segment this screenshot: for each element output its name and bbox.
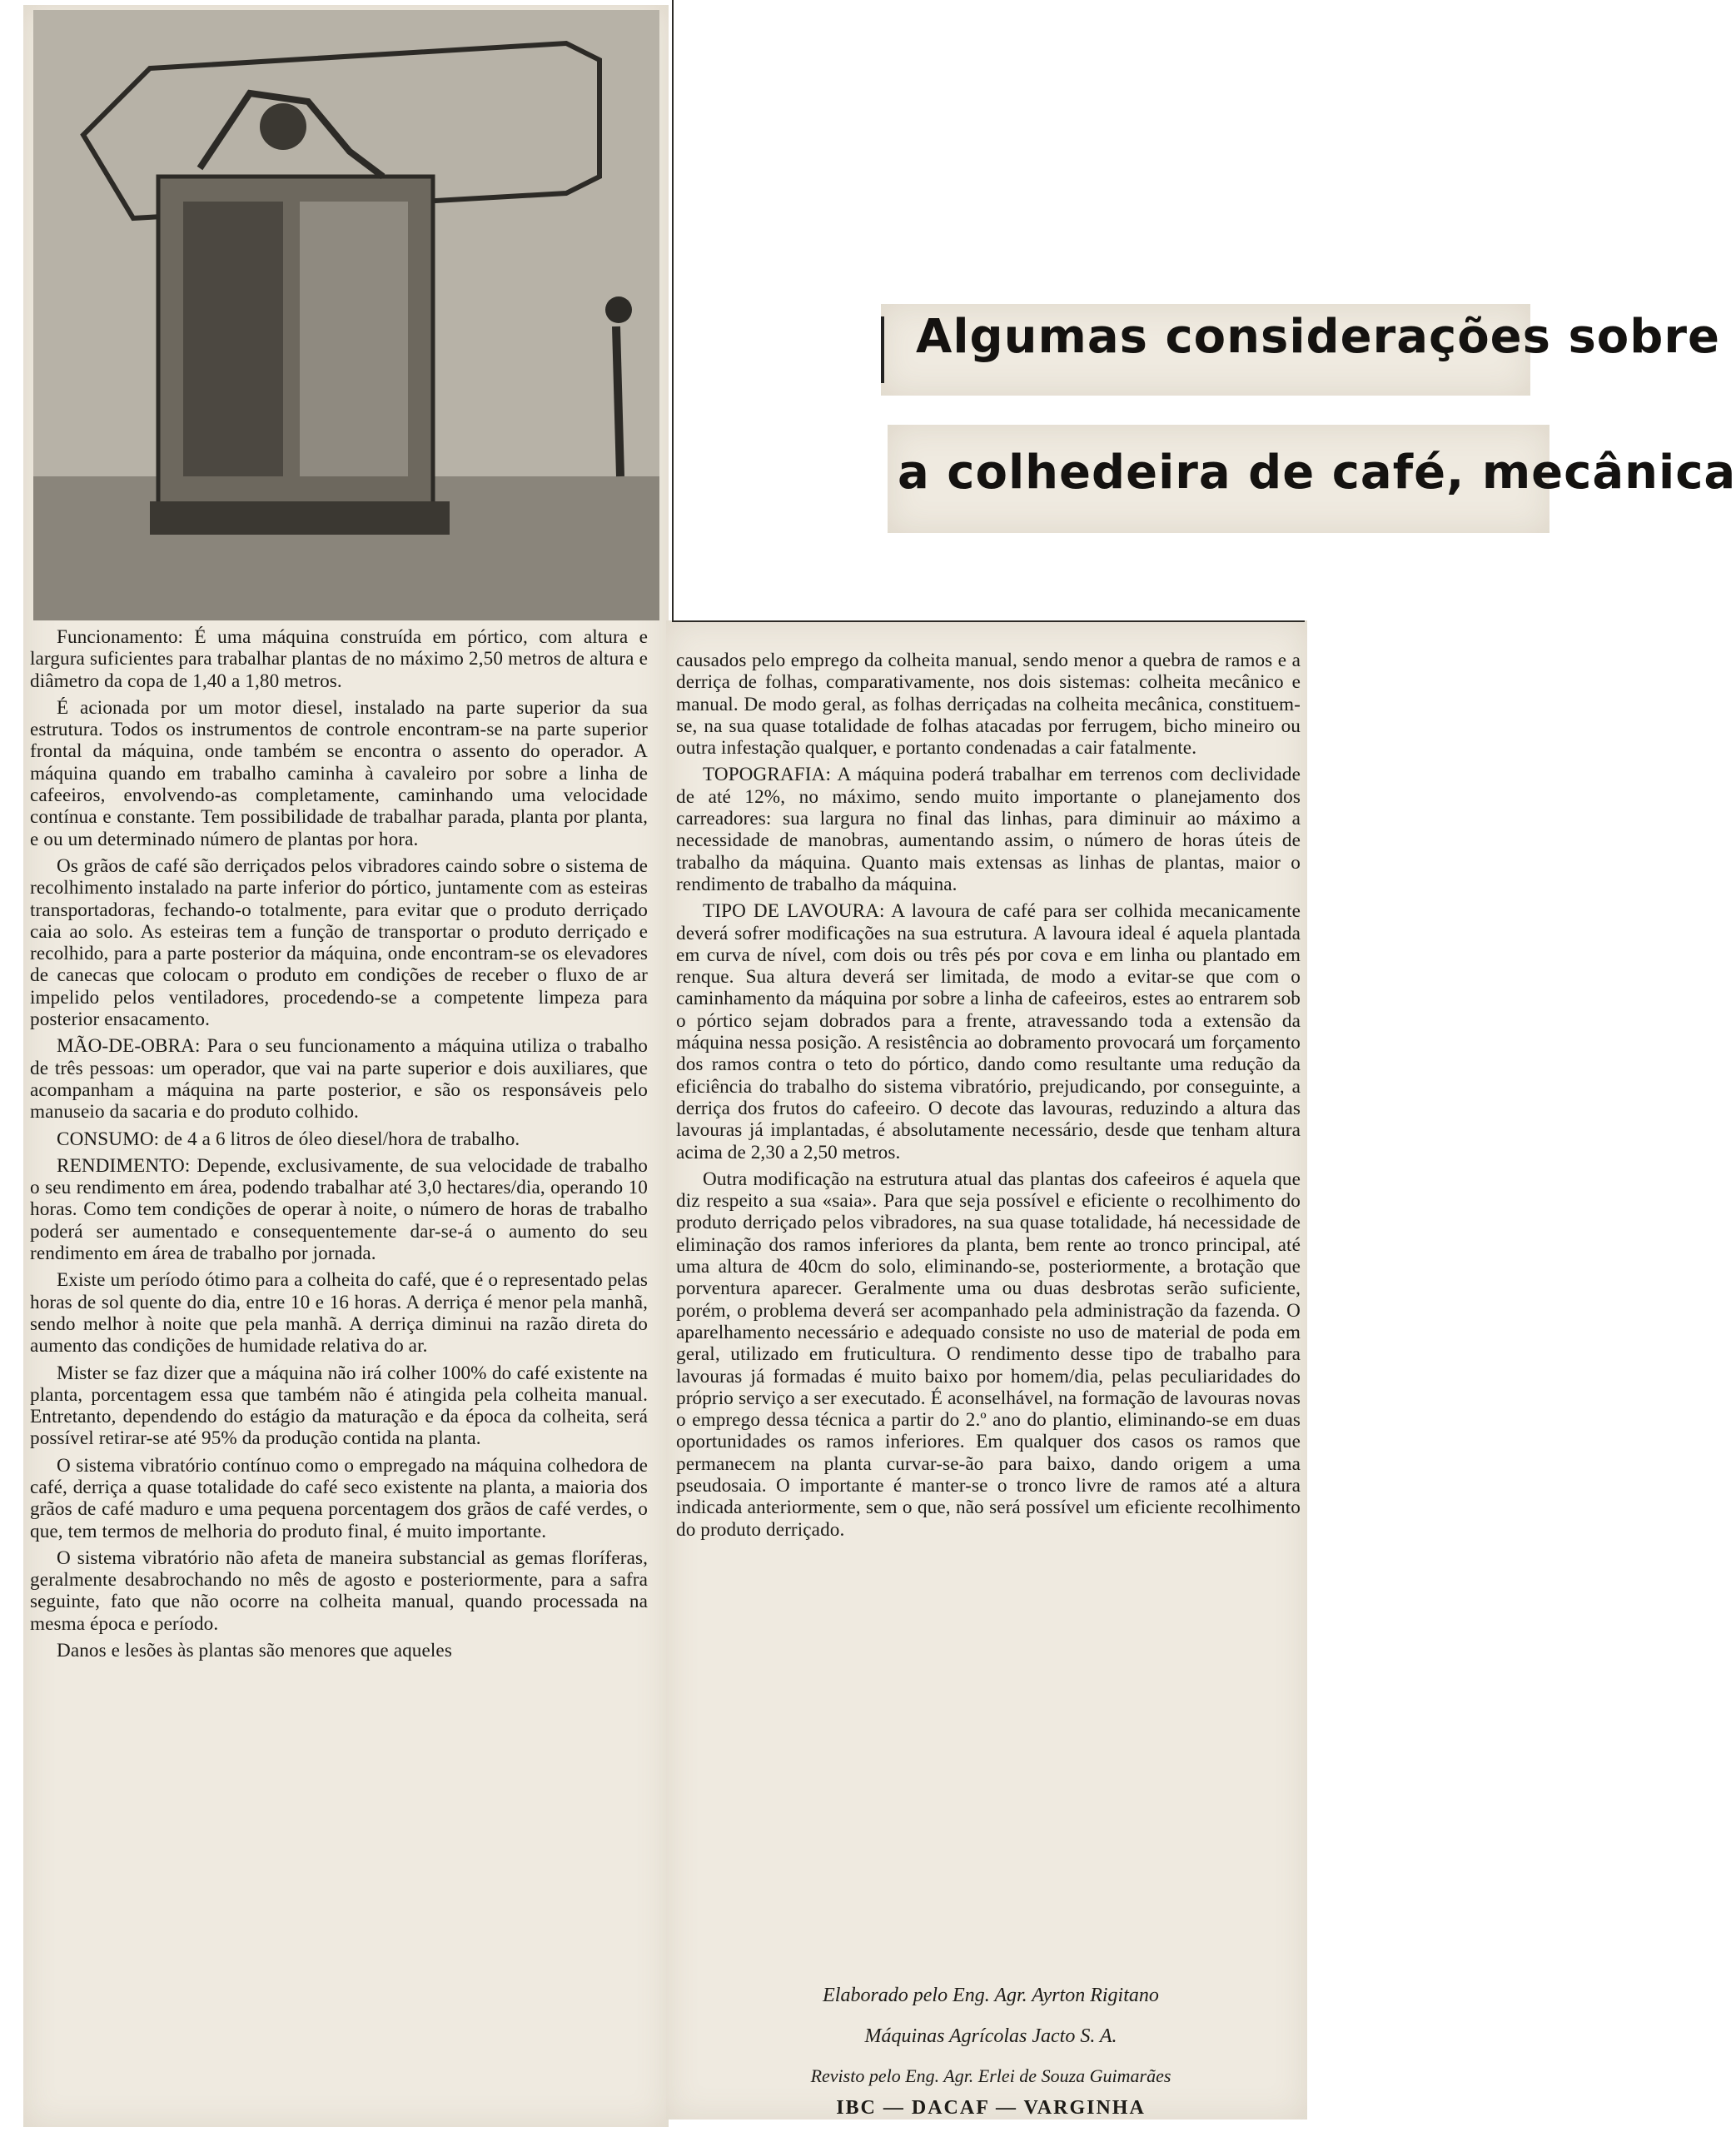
paragraph-danos: Danos e lesões às plantas são menores que aqueles xyxy=(57,1640,452,1662)
paragraph-graos: Os grãos de café são derriçados pelos vibradores caindo sobre o sistema de recolhimento instalado na parte inferior do pórtico, juntamente com as esteiras transportadoras, fechando-o totalmente, para evitar que o produto derriçado caia ao solo. As esteiras tem a função de transportar o produto derriçado e recolhido, para a parte posterior da máquina, onde encontram-se os elevadores de canecas que colocam o produto em condições de receber o fluxo de ar impelido pelos ventiladores, procedendo-se a competente limpeza para posterior ensacamento. xyxy=(30,854,648,1031)
paragraph-mao-de-obra: MÃO-DE-OBRA: Para o seu funcionamento a máquina utiliza o trabalho de três pessoas: um operador, que vai na parte superior e dois auxiliares, que acompanham a máquina na parte posterior, e são os responsáveis pelo manuseio da sacaria e do produto colhido. xyxy=(30,1035,648,1123)
paragraph-tipo-de-lavoura: TIPO DE LAVOURA: A lavoura de café para ser colhida mecanicamente deverá sofrer modificações na sua estrutura. A lavoura ideal é aquela plantada em curva de nível, com dois ou três pés por cova e em linha ou plantado em renque. Sua altura deverá ser limitada, de modo a evitar-se que com o caminhamento da máquina por sobre a linha de cafeeiros, estes ao entrarem sob o pórtico sejam dobrados para a frente, atravessando toda a extensão da máquina nessa posição. A resistência ao dobramento provocará um forçamento dos ramos contra o teto do pórtico, dando como resultante uma redução da eficiência do trabalho do sistema vibratório, prejudicando, por conseguinte, a derriça dos frutos do cafeeiro. O decote das lavouras, reduzindo a altura das lavouras já implantadas, é absolutamente necessário, desde que tenham altura acima de 2,30 a 2,50 metros. xyxy=(676,900,1301,1163)
paragraph-gemas: O sistema vibratório não afeta de maneira substancial as gemas floríferas, geralmente desabrochando no mês de agosto e posteriormente, para a safra seguinte, fato que não ocorre na colheita manual, quando processada na mesma época e período. xyxy=(30,1547,648,1635)
paragraph-consumo: CONSUMO: de 4 a 6 litros de óleo diesel/hora de trabalho. xyxy=(57,1128,520,1150)
paragraph-funcionamento: Funcionamento: É uma máquina construída em pórtico, com altura e largura suficientes para trabalhar plantas de no máximo 2,50 metros de altura e diâmetro da copa de 1,40 a 1,80 metros. xyxy=(30,626,648,692)
credit-reviewer: Revisto pelo Eng. Agr. Erlei de Souza Guimarães xyxy=(810,2065,1171,2086)
credit-company: Máquinas Agrícolas Jacto S. A. xyxy=(864,2025,1117,2047)
paragraph-periodo: Existe um período ótimo para a colheita do café, que é o representado pelas horas de sol quente do dia, entre 10 e 16 horas. A derriça é menor pela manhã, sendo melhor à noite que pela manhã. A derriça diminui na razão direta do aumento das condições de humidade relativa do ar. xyxy=(30,1269,648,1357)
paragraph-motor: É acionada por um motor diesel, instalado na parte superior da sua estrutura. Todos os instrumentos de controle encontram-se na parte superior frontal da máquina, onde também se encontra o assento do operador. A máquina quando em trabalho caminha à cavaleiro por sobre a linha de cafeeiros, envolvendo-as completamente, caminhando uma velocidade contínua e constante. Tem possibilidade de trabalhar parada, planta por planta, e ou um determinado número de plantas por hora. xyxy=(30,696,648,850)
paragraph-causados: causados pelo emprego da colheita manual, sendo menor a quebra de ramos e a derriça de folhas, comparativamente, nos dois sistemas: colheita mecânico e manual. De modo geral, as folhas derriçadas na colheita mecânica, constituem-se, na sua quase totalidade de folhas atacadas por ferrugem, bicho mineiro ou outra infestação qualquer, e portanto condenadas a cair fatalmente. xyxy=(676,650,1301,760)
column-divider-vertical xyxy=(672,0,674,620)
paragraph-saia: Outra modificação na estrutura atual das plantas dos cafeeiros é aquela que diz respeito a sua «saia». Para que seja possível e eficiente o recolhimento do produto derriçado pelos vibradores, na sua quase totalidade, há necessidade de eliminação dos ramos inferiores da planta, bem rente ao tronco principal, até uma altura de 40cm do solo, eliminando-se, posteriormente, a brotação que porventura aparecer. Geralmente uma ou duas desbrotas serão suficiente, porém, o problema deverá ser acompanhado pela administração da fazenda. O aparelhamento necessário e adequado consiste no uso de material de poda em geral, utilizado em fruticultura. O rendimento desse tipo de trabalho para lavouras já formadas é muito baixo por homem/dia, pelas peculiaridades do próprio serviço a ser executado. É aconselhável, na formação de lavouras novas o emprego dessa técnica a partir do 2.º ano do plantio, eliminando-se em duas oportunidades os ramos inferiores. Em qualquer dos casos os ramos que permanecem na planta curvar-se-ão para baixo, dando origem a uma pseudosaia. O importante é manter-se o tronco livre de ramos até a altura indicada anteriormente, sem o que, não será possível um eficiente recolhimento do produto derriçado. xyxy=(676,1168,1301,1541)
harvester-illustration xyxy=(33,10,659,620)
harvester-photo xyxy=(33,10,659,620)
title-rule xyxy=(881,316,884,383)
left-column xyxy=(30,626,648,1666)
paragraph-topografia: TOPOGRAFIA: A máquina poderá trabalhar em terrenos com declividade de até 12%, no máximo, sendo muito importante o planejamento dos carreadores: sua largura no final das linhas, para diminuir ao máximo a necessidade de manobras, aumentando assim, o número de horas úteis de trabalho da máquina. Quanto mais extensas as linhas de plantas, maior o rendimento de trabalho da máquina. xyxy=(676,764,1301,895)
credit-author: Elaborado pelo Eng. Agr. Ayrton Rigitano xyxy=(823,1985,1159,2006)
column-divider-horizontal xyxy=(672,620,1305,622)
headline-line-1: Algumas considerações sobre xyxy=(916,310,1720,364)
paragraph-sistema-vibratorio: O sistema vibratório contínuo como o empregado na máquina colhedora de café, derriça a quase totalidade do café seco existente na planta, a maioria dos grãos de café maduro e uma pequena porcentagem dos grãos de café verdes, o que, tem termos de melhoria do produto final, é muito importante. xyxy=(30,1454,648,1542)
paragraph-mister: Mister se faz dizer que a máquina não irá colher 100% do café existente na planta, porcentagem essa que também não é atingida pela colheita manual. Entretanto, dependendo do estágio da maturação e da época da colheita, será possível retirar-se até 95% da produção contida na planta. xyxy=(30,1362,648,1450)
headline-line-2: a colhedeira de café, mecânica xyxy=(898,446,1736,500)
right-column xyxy=(676,650,1301,1546)
paragraph-rendimento: RENDIMENTO: Depende, exclusivamente, de sua velocidade de trabalho o seu rendimento em área, podendo trabalhar até 3,0 hectares/dia, operando 10 horas. Como tem condições de operar à noite, o número de horas de trabalho poderá ser aumentado e consequentemente dar-se-á o aumento do seu rendimento em área de trabalho por jornada. xyxy=(30,1154,648,1265)
credit-institution: IBC — DACAF — VARGINHA xyxy=(836,2097,1146,2119)
